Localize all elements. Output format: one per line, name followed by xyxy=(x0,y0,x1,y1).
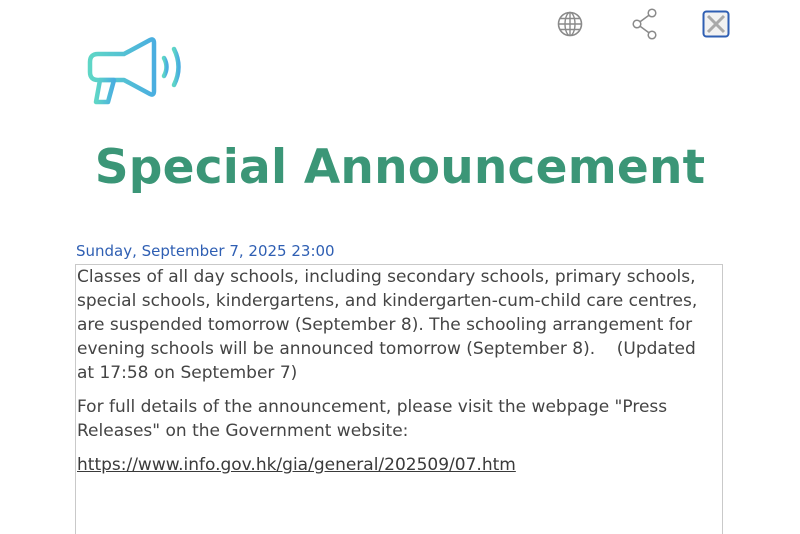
announcement-paragraph-suspension: Classes of all day schools, including secondary schools, primary schools, special schools, kindergartens, and kindergarten-cum-child care centres, are suspended tomorrow (September 8). The schooling arrangement for evening schools will be announced tomorrow (September 8). (Updated at 17:58 on September 7) xyxy=(77,267,698,383)
megaphone-icon xyxy=(84,34,188,106)
language-button[interactable] xyxy=(554,8,586,40)
globe-icon xyxy=(557,11,583,37)
announcement-paragraph-details: For full details of the announcement, please visit the webpage "Press Releases" on the Government website: xyxy=(77,397,668,441)
share-icon xyxy=(630,8,660,40)
close-button[interactable] xyxy=(700,8,732,40)
press-release-link[interactable]: https://www.info.gov.hk/gia/general/202509/07.htm xyxy=(77,455,516,475)
announcement-link-line xyxy=(77,453,718,477)
share-button[interactable] xyxy=(629,8,661,40)
close-icon xyxy=(701,9,731,39)
announcement-content xyxy=(75,264,723,534)
announcement-timestamp: Sunday, September 7, 2025 23:00 xyxy=(76,242,335,260)
page-title: Special Announcement xyxy=(94,140,706,195)
